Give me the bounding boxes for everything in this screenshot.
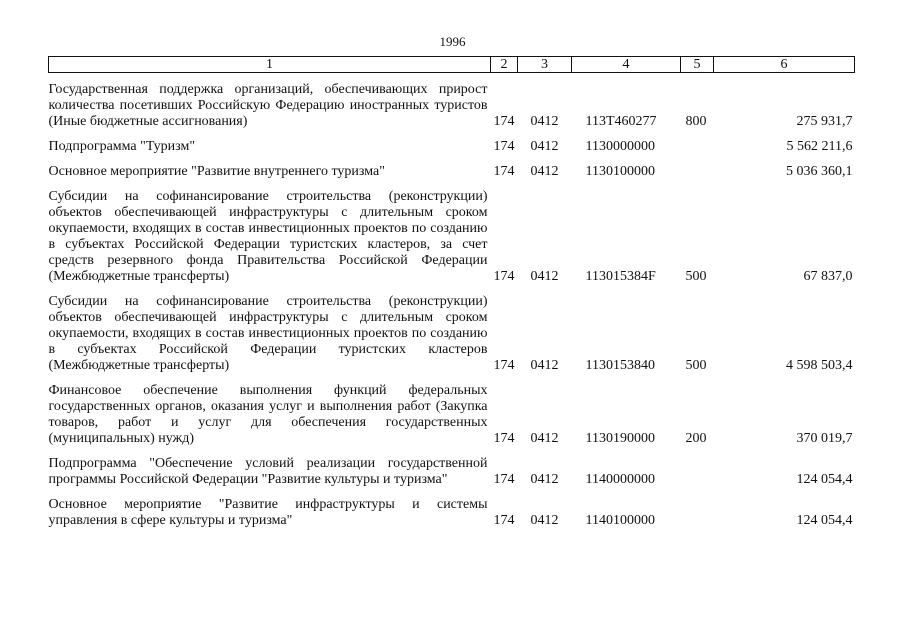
row-grbs: 174 bbox=[493, 472, 515, 487]
row-spacer bbox=[49, 130, 855, 139]
table-row bbox=[49, 189, 855, 285]
row-name: Основное мероприятие "Развитие внутреннего туризма" bbox=[48, 164, 385, 179]
row-name: Финансовое обеспечение выполнения функций федеральных государственных органов, оказания услуг и выполнения работ (Закупка товаров, работ и услуг для обеспечения государственных (муниципальных) нужд) bbox=[48, 383, 488, 446]
budget-table bbox=[48, 56, 855, 529]
header-col-5: 5 bbox=[681, 57, 714, 73]
row-grbs: 174 bbox=[493, 164, 515, 179]
header-row bbox=[49, 57, 855, 73]
header-col-6: 6 bbox=[714, 57, 855, 73]
row-rzpr: 0412 bbox=[530, 269, 559, 284]
row-rzpr: 0412 bbox=[530, 431, 559, 446]
row-spacer bbox=[49, 374, 855, 383]
page-number: 1996 bbox=[439, 34, 466, 49]
row-csr: 113Т460277 bbox=[585, 114, 657, 129]
row-spacer bbox=[49, 447, 855, 456]
row-grbs: 174 bbox=[493, 358, 515, 373]
row-vr: 800 bbox=[685, 114, 707, 129]
row-spacer bbox=[49, 155, 855, 164]
table-row bbox=[49, 164, 855, 180]
row-vr bbox=[681, 139, 714, 155]
header-col-1: 1 bbox=[49, 57, 491, 73]
row-rzpr: 0412 bbox=[530, 114, 559, 129]
table-row bbox=[49, 139, 855, 155]
row-spacer bbox=[49, 488, 855, 497]
row-sum: 124 054,4 bbox=[796, 472, 853, 487]
row-vr: 200 bbox=[685, 431, 707, 446]
row-csr: 1130153840 bbox=[585, 358, 655, 373]
table-row bbox=[49, 383, 855, 447]
row-rzpr: 0412 bbox=[530, 513, 559, 528]
row-spacer bbox=[49, 73, 855, 83]
row-csr: 1130190000 bbox=[585, 431, 655, 446]
row-csr: 1140000000 bbox=[585, 472, 655, 487]
row-spacer bbox=[49, 285, 855, 294]
row-sum: 124 054,4 bbox=[796, 513, 853, 528]
row-grbs: 174 bbox=[493, 431, 515, 446]
row-csr: 1130000000 bbox=[585, 139, 655, 154]
row-spacer bbox=[49, 180, 855, 189]
row-csr: 1140100000 bbox=[585, 513, 655, 528]
table-row bbox=[49, 294, 855, 374]
header-col-2: 2 bbox=[491, 57, 518, 73]
row-rzpr: 0412 bbox=[530, 164, 559, 179]
row-sum: 275 931,7 bbox=[796, 114, 853, 129]
row-vr bbox=[681, 456, 714, 488]
table-row bbox=[49, 456, 855, 488]
header-col-3: 3 bbox=[518, 57, 572, 73]
row-rzpr: 0412 bbox=[530, 139, 559, 154]
row-sum: 4 598 503,4 bbox=[786, 358, 853, 373]
row-csr: 113015384F bbox=[585, 269, 656, 284]
row-name: Субсидии на софинансирование строительства (реконструкции) объектов обеспечивающей инфраструктуры с длительным сроком окупаемости, входящих в состав инвестиционных проектов по созданию в субъектах Российской Федерации туристских кластеров, за счет средств резервного фонда Правительства Российской Федерации (Межбюджетные трансферты) bbox=[48, 189, 488, 284]
table-row bbox=[49, 497, 855, 529]
row-name: Основное мероприятие "Развитие инфраструктуры и системы управления в сфере культуры и туризма" bbox=[48, 497, 488, 528]
row-grbs: 174 bbox=[493, 513, 515, 528]
row-name: Государственная поддержка организаций, обеспечивающих прирост количества посетивших Российскую Федерацию иностранных туристов (Иные бюджетные ассигнования) bbox=[48, 82, 488, 129]
row-sum: 67 837,0 bbox=[803, 269, 853, 284]
row-vr bbox=[681, 164, 714, 180]
table-header bbox=[49, 57, 855, 73]
row-grbs: 174 bbox=[493, 269, 515, 284]
row-rzpr: 0412 bbox=[530, 472, 559, 487]
row-csr: 1130100000 bbox=[585, 164, 655, 179]
row-name: Субсидии на софинансирование строительства (реконструкции) объектов обеспечивающей инфраструктуры с длительным сроком окупаемости, входящих в состав инвестиционных проектов по созданию в субъектах Российской Федерации туристских кластеров (Межбюджетные трансферты) bbox=[48, 294, 488, 373]
row-vr: 500 bbox=[685, 358, 707, 373]
row-grbs: 174 bbox=[493, 114, 515, 129]
table-body bbox=[49, 73, 855, 530]
row-sum: 5 562 211,6 bbox=[786, 139, 853, 154]
row-vr bbox=[681, 497, 714, 529]
row-grbs: 174 bbox=[493, 139, 515, 154]
row-sum: 370 019,7 bbox=[796, 431, 853, 446]
header-col-4: 4 bbox=[572, 57, 681, 73]
row-name: Подпрограмма "Туризм" bbox=[48, 139, 196, 154]
row-name: Подпрограмма "Обеспечение условий реализации государственной программы Российской Федерации "Развитие культуры и туризма" bbox=[48, 456, 488, 487]
row-sum: 5 036 360,1 bbox=[786, 164, 853, 179]
row-vr: 500 bbox=[685, 269, 707, 284]
table-row bbox=[49, 82, 855, 130]
row-rzpr: 0412 bbox=[530, 358, 559, 373]
